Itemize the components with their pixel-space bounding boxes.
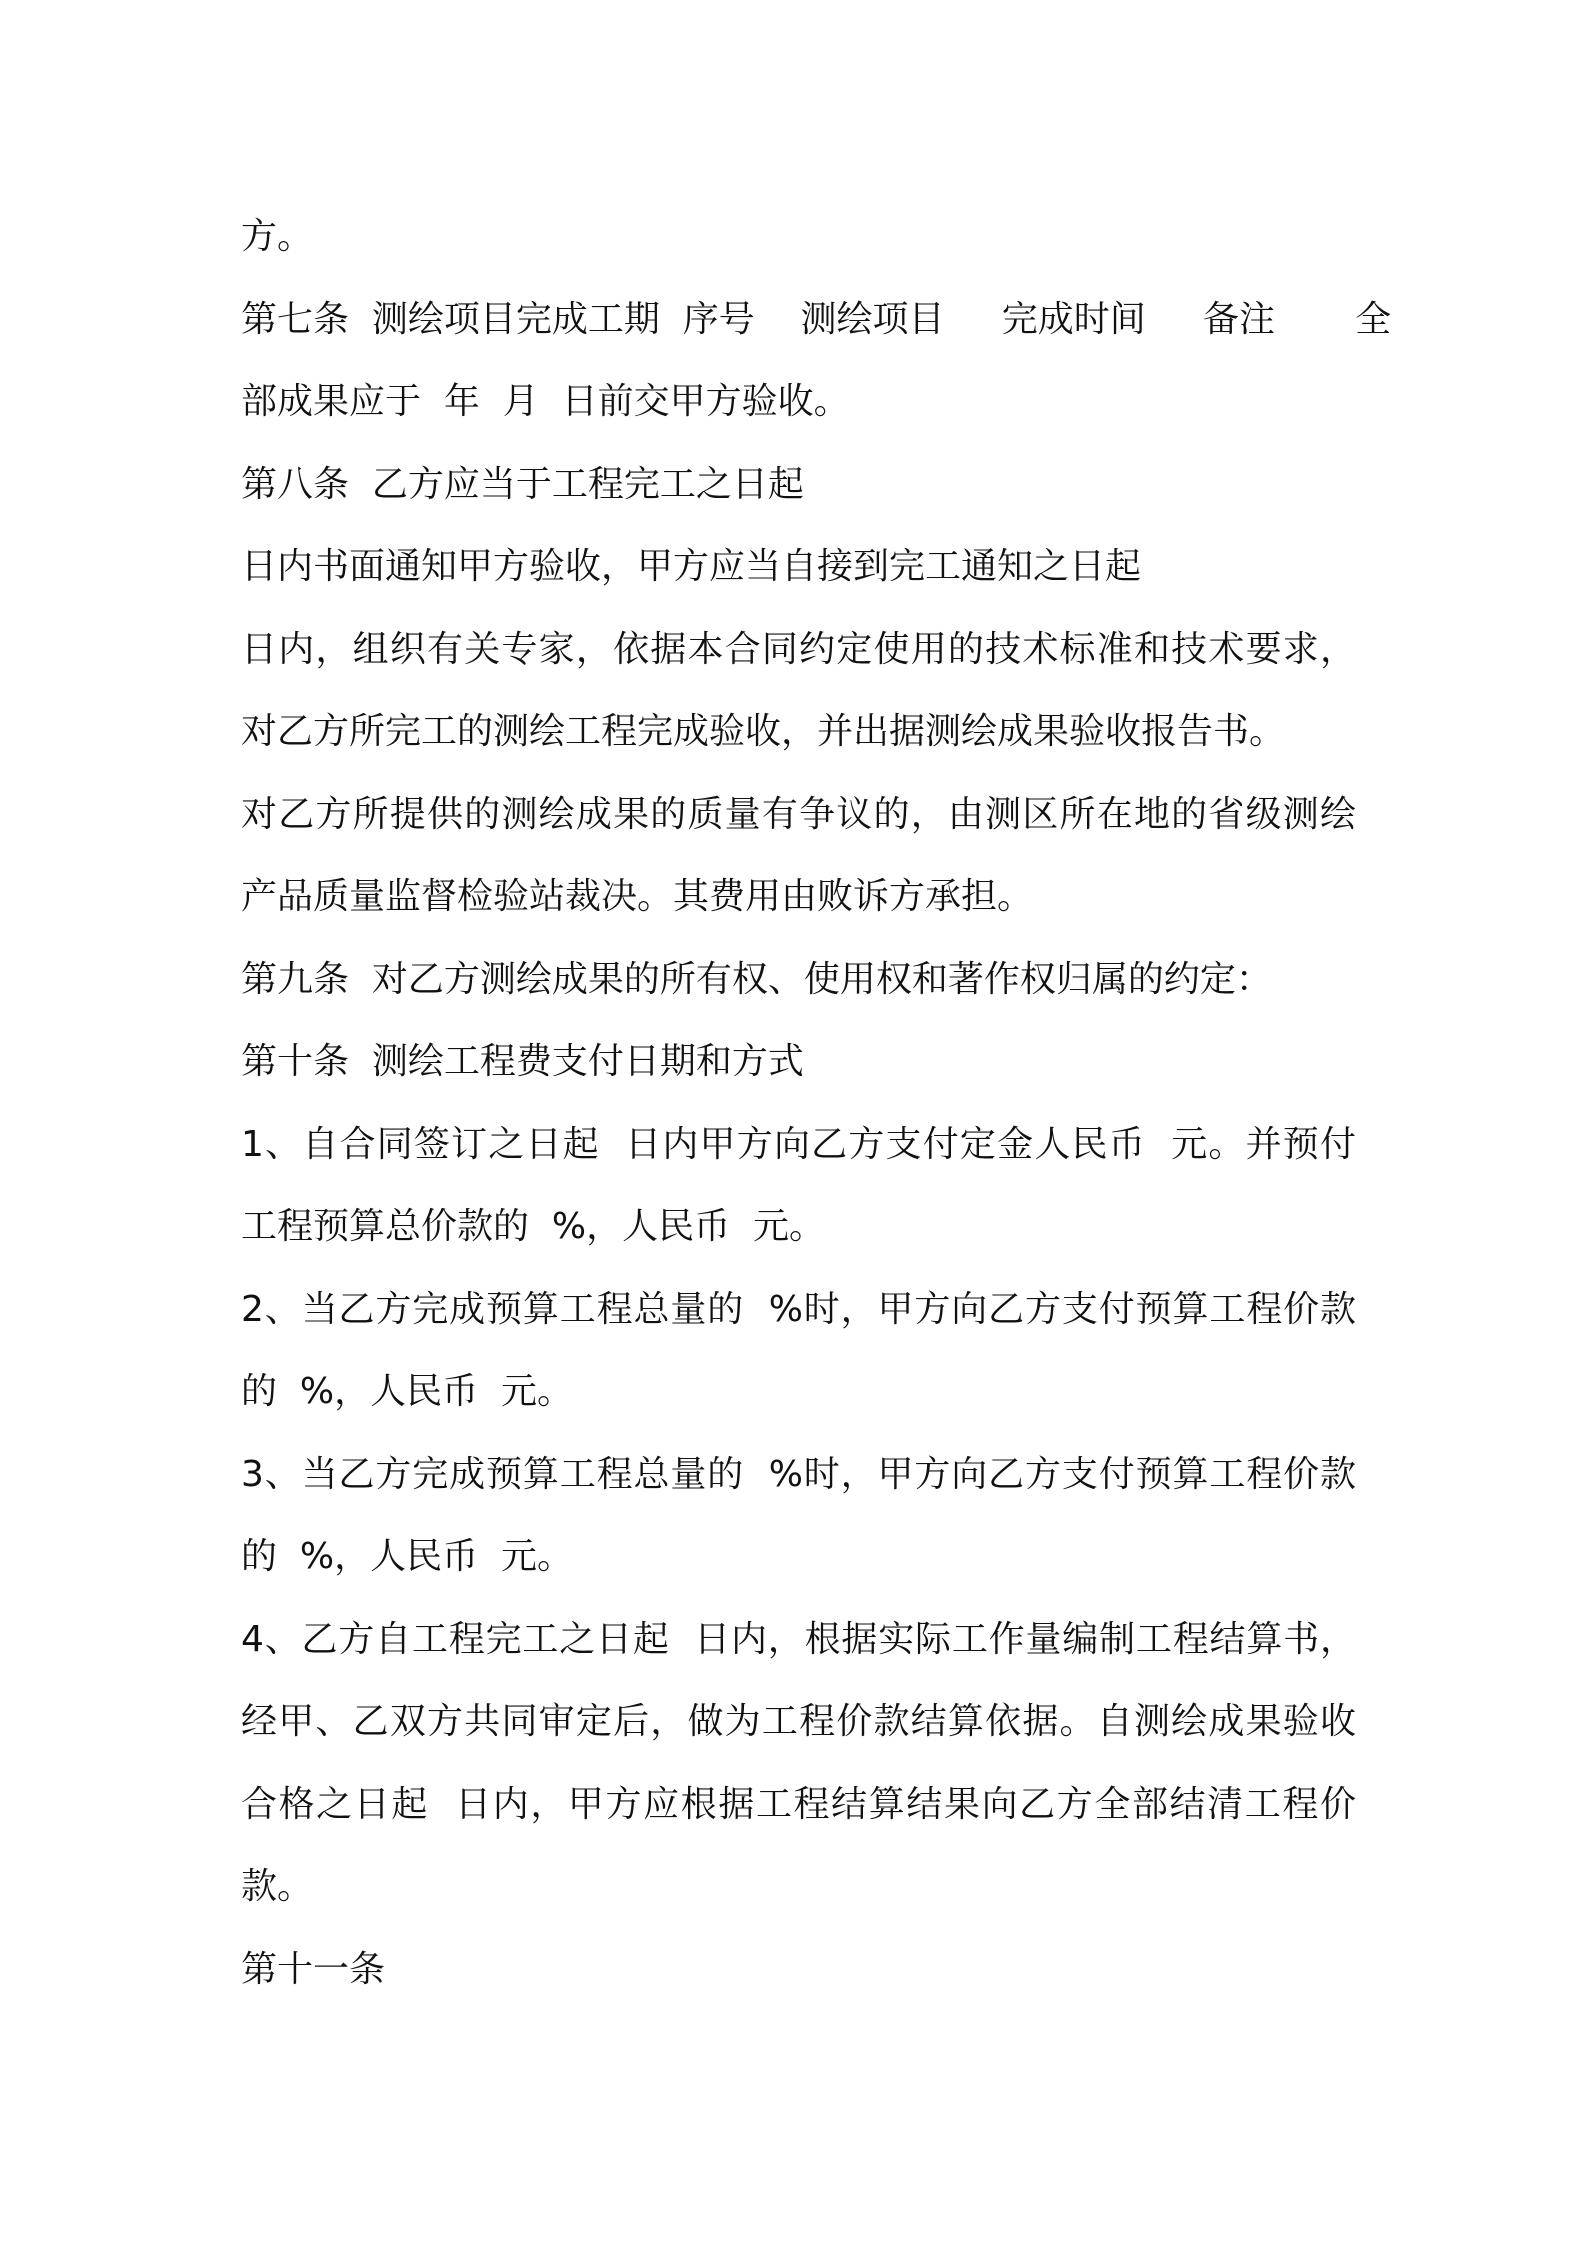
text-line: 方。 [241, 216, 314, 257]
payment-item-2: 2、当乙方完成预算工程总量的 %时，甲方向乙方支付预算工程价款 [241, 1288, 1356, 1330]
text-line: 产品质量监督检验站裁决。其费用由败诉方承担。 [241, 876, 1034, 917]
payment-item-4: 4、乙方自工程完工之日起 日内，根据实际工作量编制工程结算书， [241, 1618, 1356, 1660]
text-line: 对乙方所提供的测绘成果的质量有争议的，由测区所在地的省级测绘 [241, 793, 1356, 835]
text-line: 对乙方所完工的测绘工程完成验收，并出据测绘成果验收报告书。 [241, 711, 1286, 752]
text-line: 合格之日起 日内，甲方应根据工程结算结果向乙方全部结清工程价 [241, 1783, 1356, 1825]
article-9-heading: 第九条 对乙方测绘成果的所有权、使用权和著作权归属的约定： [241, 958, 1272, 1000]
article-7-heading: 第七条 测绘项目完成工期 序号 测绘项目 完成时间 备注 全 [241, 298, 1392, 340]
article-11-heading: 第十一条 [241, 1948, 386, 1990]
text-line: 工程预算总价款的 %，人民币 元。 [241, 1206, 825, 1247]
text-line: 日内，组织有关专家，依据本合同约定使用的技术标准和技术要求， [241, 628, 1356, 670]
payment-item-1: 1、自合同签订之日起 日内甲方向乙方支付定金人民币 元。并预付 [241, 1123, 1356, 1165]
payment-item-3: 3、当乙方完成预算工程总量的 %时，甲方向乙方支付预算工程价款 [241, 1453, 1356, 1495]
text-line: 经甲、乙双方共同审定后，做为工程价款结算依据。自测绘成果验收 [241, 1701, 1356, 1742]
text-line: 款。 [241, 1866, 314, 1907]
article-10-heading: 第十条 测绘工程费支付日期和方式 [241, 1041, 804, 1082]
document-body [241, 196, 1392, 2011]
text-line: 的 %，人民币 元。 [241, 1371, 573, 1412]
text-line: 部成果应于 年 月 日前交甲方验收。 [241, 381, 850, 422]
text-line: 日内书面通知甲方验收，甲方应当自接到完工通知之日起 [241, 546, 1142, 587]
text-line: 的 %，人民币 元。 [241, 1536, 573, 1577]
article-8-heading: 第八条 乙方应当于工程完工之日起 [241, 463, 804, 505]
